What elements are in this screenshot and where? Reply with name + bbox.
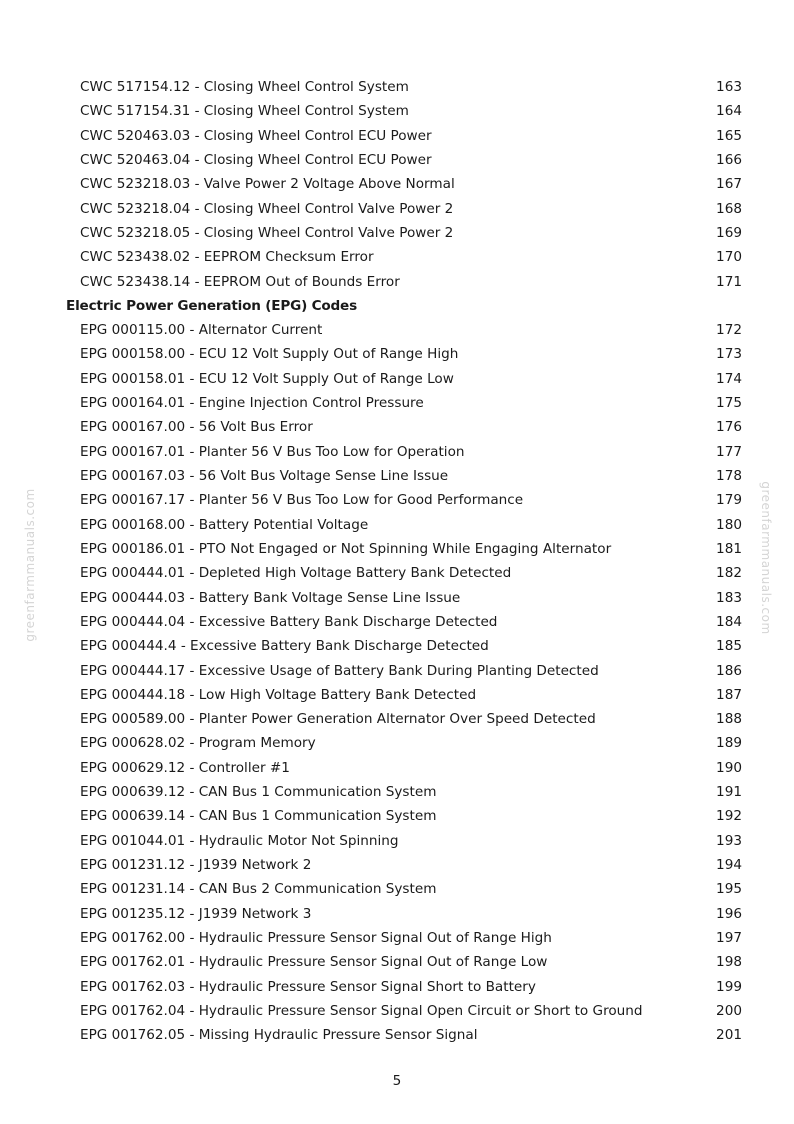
toc-entry[interactable]	[0, 877, 794, 901]
toc-entry-page: 187	[716, 686, 742, 703]
toc-entry[interactable]	[0, 221, 794, 245]
toc-entry-title: EPG 001231.14 - CAN Bus 2 Communication System	[80, 881, 437, 898]
toc-entry-title: EPG 001231.12 - J1939 Network 2	[80, 857, 312, 873]
toc-entry-title: EPG 000168.00 - Battery Potential Voltage	[80, 516, 369, 533]
toc-entry-page: 166	[716, 151, 742, 168]
toc-entry-page: 180	[716, 516, 742, 533]
toc-entry-page: 185	[716, 638, 742, 655]
toc-entry[interactable]	[0, 707, 794, 731]
toc-entry-title: EPG 001762.04 - Hydraulic Pressure Sensor Signal Open Circuit or Short to Ground	[80, 1002, 643, 1019]
toc-entry[interactable]	[0, 318, 794, 342]
toc-entry[interactable]	[0, 75, 794, 99]
toc-entry[interactable]	[0, 902, 794, 926]
toc-entry-title: EPG 000158.00 - ECU 12 Volt Supply Out of Range High	[80, 346, 459, 363]
toc-entry[interactable]	[0, 342, 794, 366]
toc-entry-page: 195	[716, 881, 742, 898]
toc-entry-page: 188	[716, 711, 742, 728]
toc-entry-title: EPG 000444.01 - Depleted High Voltage Battery Bank Detected	[80, 565, 512, 582]
toc-entry-page: 200	[716, 1002, 742, 1019]
toc-entry[interactable]	[0, 99, 794, 123]
toc-entry-title: EPG 000444.18 - Low High Voltage Battery Bank Detected	[80, 686, 477, 703]
toc-entry[interactable]	[0, 197, 794, 221]
toc-entry-page: 191	[716, 784, 742, 801]
toc-entry[interactable]	[0, 148, 794, 172]
toc-entry[interactable]	[0, 367, 794, 391]
toc-entry-title: EPG 000444.17 - Excessive Usage of Battery Bank During Planting Detected	[80, 662, 599, 679]
toc-entry-page: 193	[716, 832, 742, 849]
toc-entry-page: 184	[716, 613, 742, 630]
toc-entry[interactable]	[0, 683, 794, 707]
toc-entry-page: 178	[716, 468, 742, 484]
toc-entry-title: EPG 001044.01 - Hydraulic Motor Not Spinning	[80, 832, 399, 849]
toc-entry-page: 183	[716, 589, 742, 606]
toc-entry-title: EPG 001762.03 - Hydraulic Pressure Sensor Signal Short to Battery	[80, 978, 536, 995]
toc-entry[interactable]	[0, 415, 794, 439]
toc-entry-page: 168	[716, 200, 742, 217]
toc-entry[interactable]	[0, 659, 794, 683]
toc-section-heading[interactable]	[0, 294, 794, 318]
toc-entry-page: 164	[716, 103, 742, 120]
toc-entry-page: 196	[716, 905, 742, 922]
toc-entry[interactable]	[0, 391, 794, 415]
toc-entry-title: EPG 001762.00 - Hydraulic Pressure Sensor Signal Out of Range High	[80, 929, 552, 946]
page-number: 5	[392, 1073, 402, 1089]
toc-entry-page: 170	[716, 249, 742, 266]
toc-entry[interactable]	[0, 975, 794, 999]
toc-entry[interactable]	[0, 926, 794, 950]
toc-entry-title: CWC 520463.04 - Closing Wheel Control ECU Power	[80, 151, 432, 168]
table-of-contents	[0, 75, 794, 1048]
toc-entry-title: CWC 517154.31 - Closing Wheel Control System	[80, 103, 409, 120]
toc-entry[interactable]	[0, 270, 794, 294]
toc-entry[interactable]	[0, 804, 794, 828]
toc-entry[interactable]	[0, 780, 794, 804]
toc-entry-title: EPG 000186.01 - PTO Not Engaged or Not Spinning While Engaging Alternator	[80, 540, 612, 557]
toc-entry-page: 165	[716, 127, 742, 144]
toc-entry-page: 182	[716, 565, 742, 582]
toc-entry[interactable]	[0, 853, 794, 877]
watermark-left: greenfarmmanuals.com	[23, 488, 37, 642]
toc-entry[interactable]	[0, 610, 794, 634]
toc-entry-page: 172	[716, 322, 742, 339]
toc-entry-title: EPG 000158.01 - ECU 12 Volt Supply Out of Range Low	[80, 370, 454, 387]
toc-entry-title: EPG 000167.00 - 56 Volt Bus Error	[80, 419, 313, 436]
toc-entry-title: CWC 523218.03 - Valve Power 2 Voltage Above Normal	[80, 176, 455, 193]
toc-entry-title: EPG 000164.01 - Engine Injection Control Pressure	[80, 395, 424, 412]
section-heading-title: Electric Power Generation (EPG) Codes	[66, 297, 357, 314]
toc-entry-page: 179	[716, 492, 742, 509]
toc-entry-title: EPG 000167.17 - Planter 56 V Bus Too Low for Good Performance	[80, 492, 524, 509]
toc-entry[interactable]	[0, 829, 794, 853]
toc-entry-page: 190	[716, 759, 742, 776]
toc-entry-title: EPG 000444.03 - Battery Bank Voltage Sense Line Issue	[80, 589, 461, 606]
toc-entry-page: 199	[716, 978, 742, 995]
toc-entry-title: EPG 000167.03 - 56 Volt Bus Voltage Sense Line Issue	[80, 468, 449, 484]
toc-entry-title: EPG 000444.4 - Excessive Battery Bank Discharge Detected	[80, 638, 489, 655]
toc-entry-title: EPG 000444.04 - Excessive Battery Bank Discharge Detected	[80, 613, 498, 630]
toc-entry[interactable]	[0, 245, 794, 269]
toc-entry-page: 174	[716, 370, 742, 387]
toc-entry[interactable]	[0, 756, 794, 780]
toc-entry-title: EPG 000167.01 - Planter 56 V Bus Too Low for Operation	[80, 443, 465, 460]
toc-entry[interactable]	[0, 464, 794, 488]
toc-entry-title: EPG 000628.02 - Program Memory	[80, 735, 316, 752]
toc-entry-page: 186	[716, 662, 742, 679]
toc-entry-title: EPG 001762.05 - Missing Hydraulic Pressure Sensor Signal	[80, 1027, 478, 1044]
toc-entry[interactable]	[0, 537, 794, 561]
toc-entry[interactable]	[0, 586, 794, 610]
toc-entry-title: EPG 000639.12 - CAN Bus 1 Communication System	[80, 784, 437, 801]
toc-entry[interactable]	[0, 172, 794, 196]
toc-entry-title: EPG 001762.01 - Hydraulic Pressure Sensor Signal Out of Range Low	[80, 954, 548, 971]
toc-entry-page: 194	[716, 857, 742, 873]
toc-entry[interactable]	[0, 950, 794, 974]
toc-entry-page: 198	[716, 954, 742, 971]
toc-entry-title: CWC 517154.12 - Closing Wheel Control System	[80, 79, 409, 95]
toc-entry[interactable]	[0, 488, 794, 512]
toc-entry-page: 169	[716, 224, 742, 241]
toc-entry[interactable]	[0, 124, 794, 148]
toc-entry-title: CWC 523438.14 - EEPROM Out of Bounds Error	[80, 273, 400, 290]
toc-entry-page: 163	[716, 79, 742, 95]
toc-entry-title: EPG 000589.00 - Planter Power Generation Alternator Over Speed Detected	[80, 711, 596, 728]
toc-entry-title: EPG 000639.14 - CAN Bus 1 Communication System	[80, 808, 437, 825]
toc-entry[interactable]	[0, 731, 794, 755]
toc-entry[interactable]	[0, 440, 794, 464]
toc-entry-page: 177	[716, 443, 742, 460]
toc-entry[interactable]	[0, 513, 794, 537]
toc-entry-title: CWC 520463.03 - Closing Wheel Control ECU Power	[80, 127, 432, 144]
toc-entry-title: CWC 523218.05 - Closing Wheel Control Valve Power 2	[80, 224, 454, 241]
toc-entry-page: 176	[716, 419, 742, 436]
toc-entry-page: 173	[716, 346, 742, 363]
toc-entry-title: EPG 000115.00 - Alternator Current	[80, 322, 323, 339]
toc-entry[interactable]	[0, 1023, 794, 1047]
toc-entry[interactable]	[0, 999, 794, 1023]
toc-entry-title: EPG 001235.12 - J1939 Network 3	[80, 905, 312, 922]
toc-entry-page: 167	[716, 176, 742, 193]
watermark-right: greenfarmmanuals.com	[759, 481, 773, 635]
toc-entry-page: 197	[716, 929, 742, 946]
toc-entry-page: 181	[716, 540, 742, 557]
toc-entry-page: 171	[716, 273, 742, 290]
toc-entry-page: 192	[716, 808, 742, 825]
toc-entry-page: 175	[716, 395, 742, 412]
toc-entry-title: CWC 523438.02 - EEPROM Checksum Error	[80, 249, 374, 266]
toc-entry-title: CWC 523218.04 - Closing Wheel Control Valve Power 2	[80, 200, 454, 217]
toc-entry-page: 201	[716, 1027, 742, 1044]
toc-entry[interactable]	[0, 634, 794, 658]
toc-entry-page: 189	[716, 735, 742, 752]
toc-entry[interactable]	[0, 561, 794, 585]
toc-entry-title: EPG 000629.12 - Controller #1	[80, 759, 290, 776]
